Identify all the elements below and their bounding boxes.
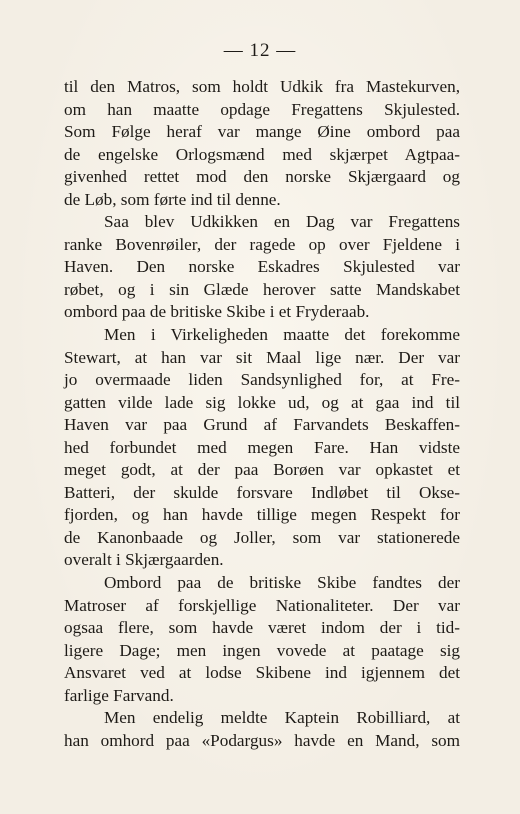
text-line: til den Matros, som holdt Udkik fra Mastekurven,: [64, 77, 460, 96]
text-line: hed forbundet med megen Fare. Han vidste: [64, 437, 460, 457]
text-line: ligere Dage; men ingen vovede at paatage sig: [64, 640, 460, 660]
text-line: Stewart, at han var sit Maal lige nær. Der var: [64, 347, 460, 367]
page-number: — 12 —: [223, 40, 297, 61]
text-line: ombord paa de britiske Skibe i et Fryderaab.: [64, 302, 370, 322]
text-line: farlige Farvand.: [64, 685, 174, 705]
text-line: han omhord paa «Podargus» havde en Mand, som: [64, 730, 460, 750]
text-line: om han maatte opdage Fregattens Skjulested.: [64, 99, 460, 119]
text-line: Men endelig meldte Kaptein Robilliard, at: [104, 708, 460, 728]
text-line: Som Følge heraf var mange Øine ombord paa: [64, 122, 460, 142]
text-line: de Løb, som førte ind til denne.: [64, 189, 281, 209]
text-line: de engelske Orlogsmænd med skjærpet Agtpaa-: [64, 144, 460, 164]
text-line: overalt i Skjærgaarden.: [64, 550, 224, 570]
text-line: de Kanonbaade og Joller, som var stationerede: [64, 527, 460, 547]
text-line: meget godt, at der paa Borøen var opkastet et: [64, 460, 460, 480]
text-line: røbet, og i sin Glæde herover satte Mandskabet: [64, 279, 460, 299]
body-text: [64, 76, 460, 752]
text-line: Saa blev Udkikken en Dag var Fregattens: [104, 212, 460, 232]
text-line: Batteri, der skulde forsvare Indløbet til Okse-: [64, 482, 460, 502]
text-line: ogsaa flere, som havde været indom der i tid-: [64, 618, 460, 638]
text-line: givenhed rettet mod den norske Skjærgaard og: [64, 167, 460, 187]
text-line: fjorden, og han havde tillige megen Respekt for: [64, 505, 460, 525]
text-line: Men i Virkeligheden maatte det forekomme: [104, 325, 460, 345]
text-line: Matroser af forskjellige Nationaliteter. Der var: [64, 595, 460, 615]
text-line: ranke Bovenrøiler, der ragede op over Fjeldene i: [64, 234, 460, 254]
text-line: Haven var paa Grund af Farvandets Beskaffen-: [64, 415, 460, 435]
text-line: Ombord paa de britiske Skibe fandtes der: [104, 573, 460, 593]
text-line: jo overmaade liden Sandsynlighed for, at Fre-: [64, 370, 460, 390]
text-line: Ansvaret ved at lodse Skibene ind igjennem det: [64, 663, 460, 683]
text-line: Haven. Den norske Eskadres Skjulested var: [64, 257, 460, 277]
text-line: gatten vilde lade sig lokke ud, og at gaa ind til: [64, 392, 460, 412]
